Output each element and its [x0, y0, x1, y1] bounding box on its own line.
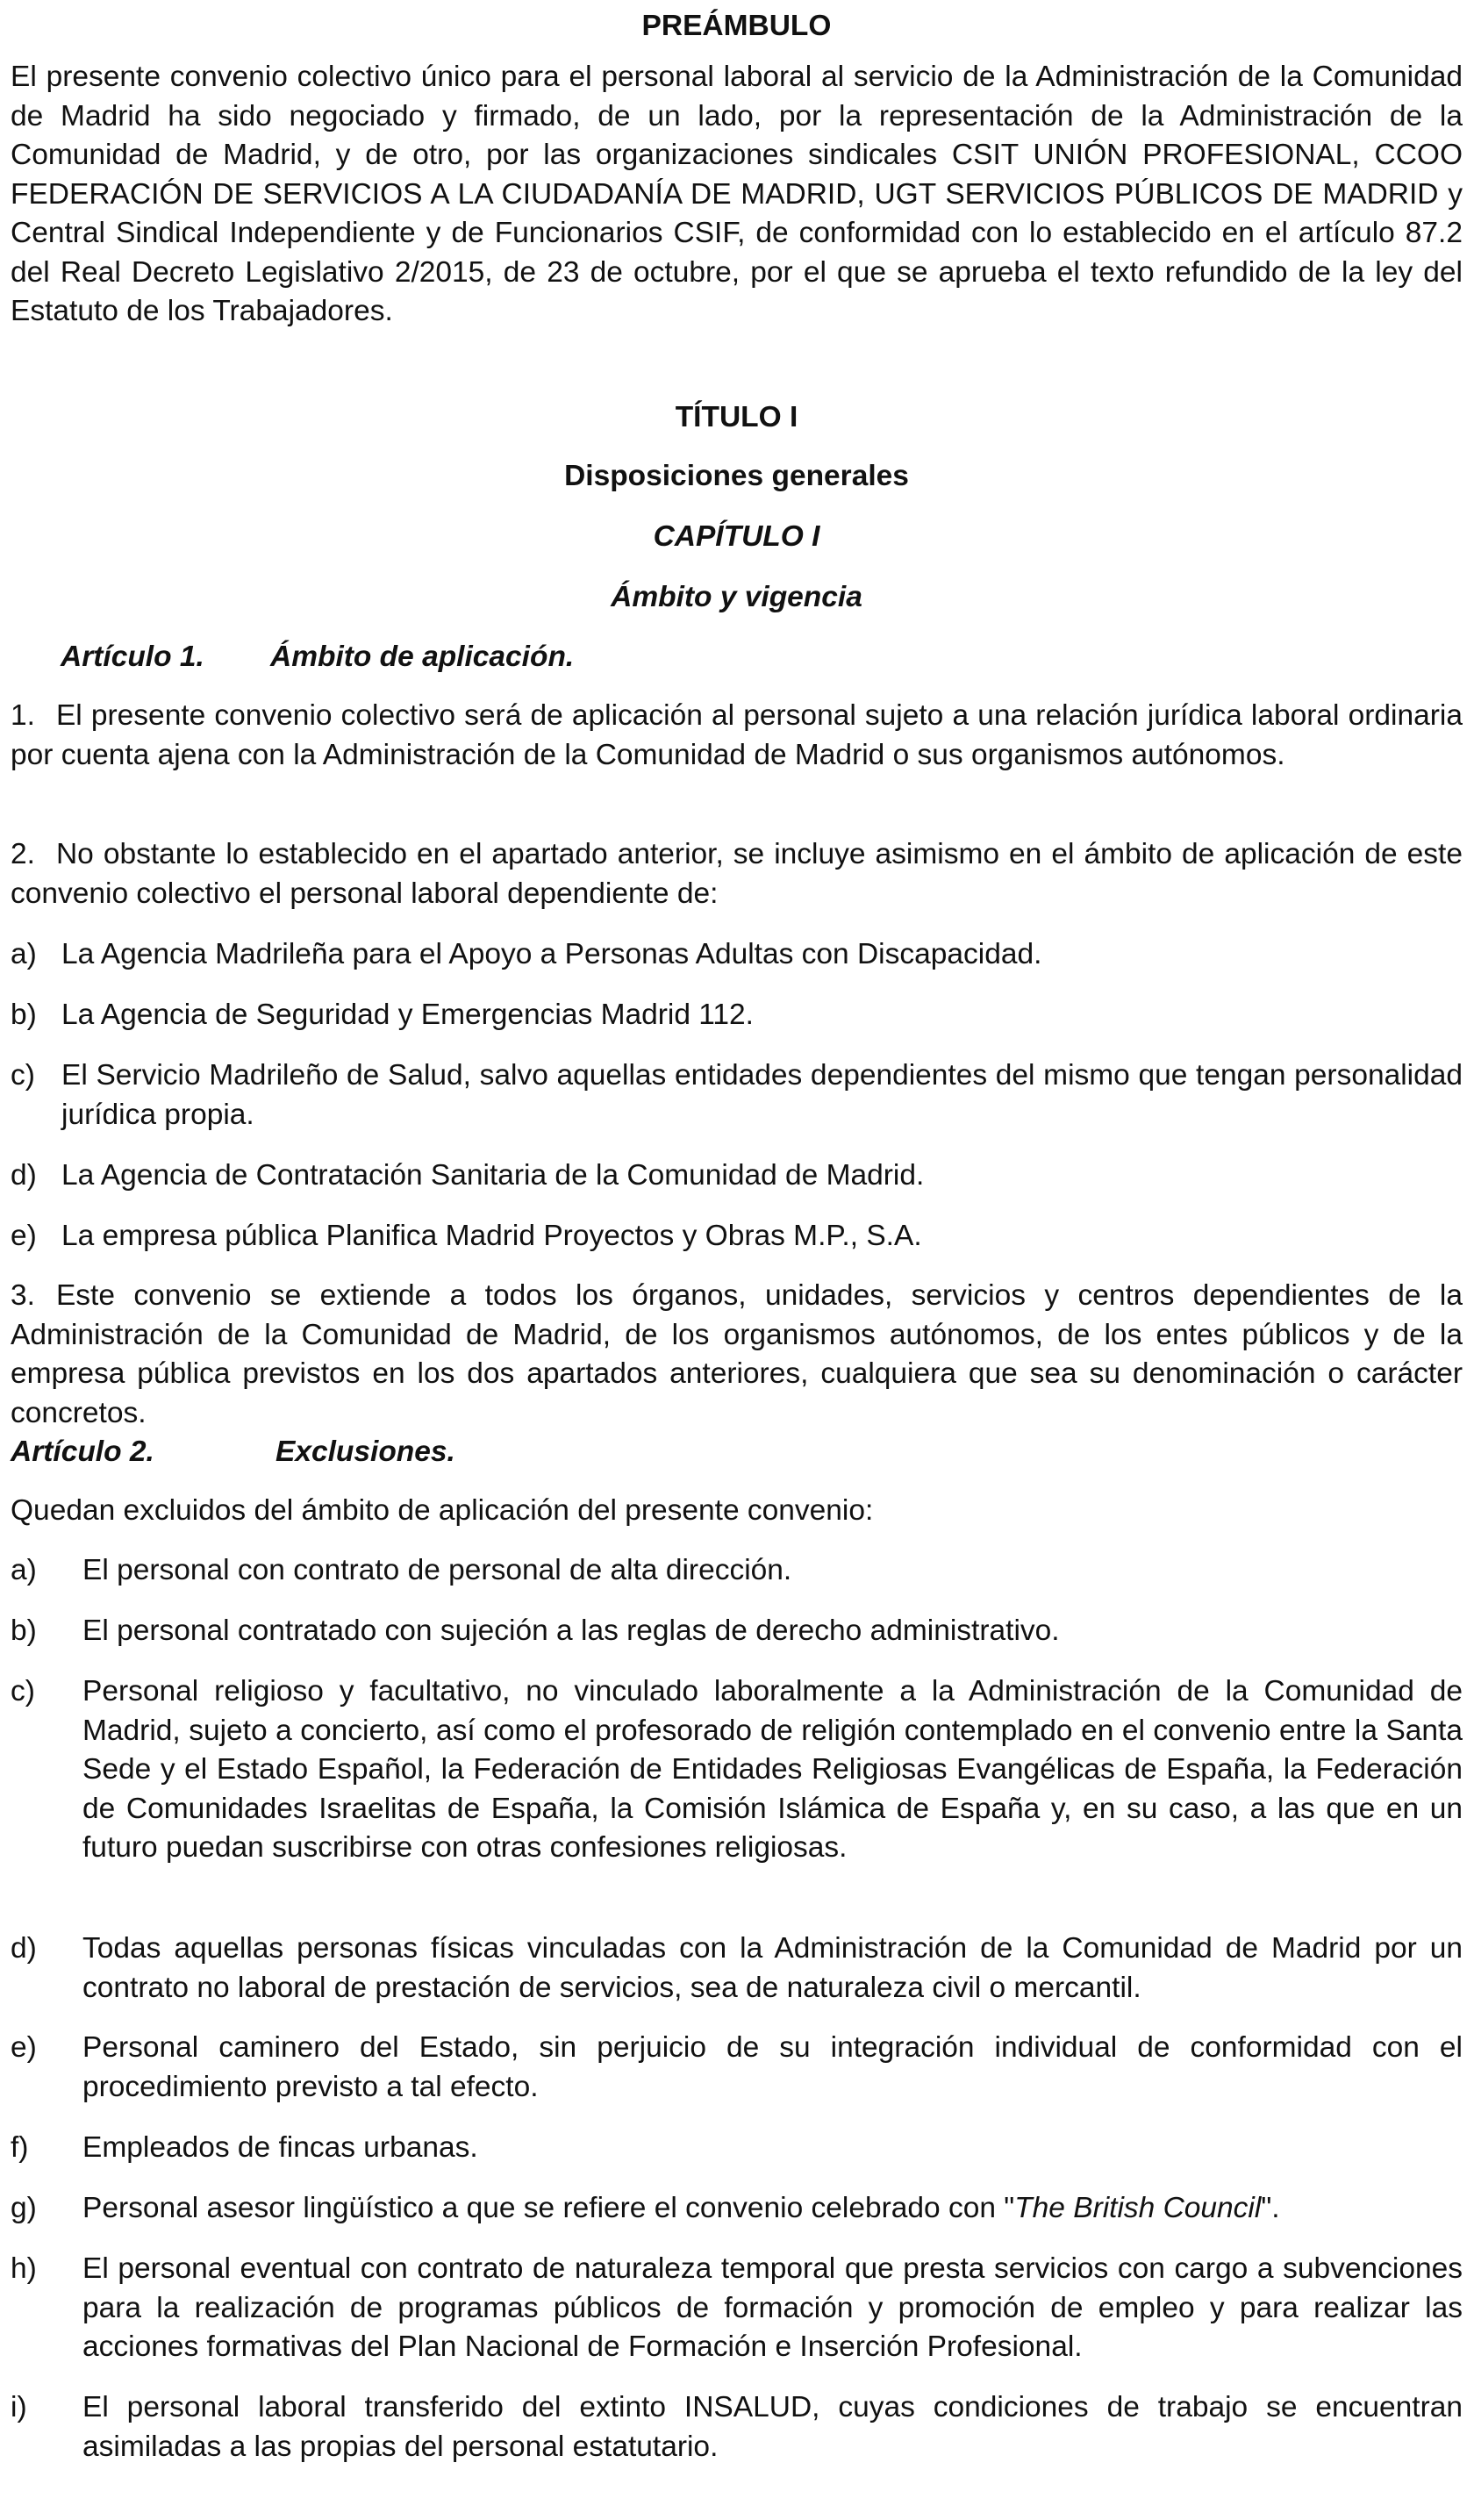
- list-item-text: El personal eventual con contrato de naturaleza temporal que presta servicios con cargo a subvenciones para la realización de programas públicos de formación y promoción de empleo y para realizar las acciones formativas del Plan Nacional de Formación e Inserción Profesional.: [82, 2252, 1463, 2363]
- list-item-label: c): [11, 1059, 35, 1092]
- list-item-text: El Servicio Madrileño de Salud, salvo aquellas entidades dependientes del mismo que tengan personalidad jurídica propia.: [61, 1059, 1463, 1131]
- list-item-text: Empleados de fincas urbanas.: [82, 2131, 478, 2164]
- british-council-name: The British Council: [1014, 2192, 1262, 2224]
- paragraph-number: 2.: [11, 838, 35, 870]
- list-item-label: e): [11, 2031, 37, 2064]
- list-item-text: El personal contratado con sujeción a las reglas de derecho administrativo.: [82, 1614, 1060, 1647]
- list-item-text-after: ".: [1261, 2192, 1280, 2224]
- list-item-label: a): [11, 1554, 37, 1586]
- list-item-text: La Agencia de Contratación Sanitaria de la Comunidad de Madrid.: [61, 1159, 925, 1192]
- list-item-text: Personal caminero del Estado, sin perjuicio de su integración individual de conformidad con el procedimiento previsto a tal efecto.: [82, 2031, 1463, 2103]
- paragraph-text: Este convenio se extiende a todos los órganos, unidades, servicios y centros dependientes de la Administración de la Comunidad de Madrid, de los organismos autónomos, de los entes públicos y de la empresa pública previstos en los dos apartados anteriores, cualquiera que sea su denominación o carácter concretos.: [11, 1279, 1463, 1429]
- preambulo-heading: PREÁMBULO: [641, 10, 832, 42]
- articulo-2-number: Artículo 2.: [11, 1435, 154, 1468]
- titulo-heading: TÍTULO I: [675, 401, 798, 433]
- list-item-label: g): [11, 2192, 37, 2224]
- list-item-text: La Agencia Madrileña para el Apoyo a Personas Adultas con Discapacidad.: [61, 938, 1042, 970]
- list-item-text: Personal religioso y facultativo, no vinculado laboralmente a la Administración de la Comunidad de Madrid, sujeto a concierto, así como el profesorado de religión contemplado en el convenio entre la Santa Sede y el Estado Español, la Federación de Entidades Religiosas Evangélicas de España, la Federación de Comunidades Israelitas de España, la Comisión Islámica de España y, en su caso, a las que en un futuro puedan suscribirse con otras confesiones religiosas.: [82, 1675, 1463, 1864]
- list-item-text-before: Personal asesor lingüístico a que se refiere el convenio celebrado con ": [82, 2192, 1015, 2224]
- articulo-1-paragraph: [11, 835, 1463, 913]
- list-item-label: d): [11, 1932, 37, 1965]
- list-item-text: El personal laboral transferido del extinto INSALUD, cuyas condiciones de trabajo se encuentran asimiladas a las propias del personal estatutario.: [82, 2391, 1463, 2463]
- paragraph-number: 1.: [11, 699, 35, 732]
- paragraph-number: 3.: [11, 1279, 35, 1312]
- articulo-1-paragraph: [11, 697, 1463, 775]
- preambulo-text: El presente convenio colectivo único para el personal laboral al servicio de la Administración de la Comunidad de Madrid ha sido negociado y firmado, de un lado, por la representación de la Administración de la Comunidad de Madrid, y de otro, por las organizaciones sindicales CSIT UNIÓN PROFESIONAL, CCOO FEDERACIÓN DE SERVICIOS A LA CIUDADANÍA DE MADRID, UGT SERVICIOS PÚBLICOS DE MADRID y Central Sindical Independiente y de Funcionarios CSIF, de conformidad con lo establecido en el artículo 87.2 del Real Decreto Legislativo 2/2015, de 23 de octubre, por el que se aprueba el texto refundido de la ley del Estatuto de los Trabajadores.: [11, 61, 1463, 327]
- list-item-text: La Agencia de Seguridad y Emergencias Madrid 112.: [61, 999, 754, 1031]
- list-item-label: a): [11, 938, 37, 970]
- paragraph-text: El presente convenio colectivo será de aplicación al personal sujeto a una relación jurídica laboral ordinaria por cuenta ajena con la Administración de la Comunidad de Madrid o sus organismos autónomos.: [11, 699, 1463, 771]
- paragraph-text: No obstante lo establecido en el apartado anterior, se incluye asimismo en el ámbito de aplicación de este convenio colectivo el personal laboral dependiente de:: [11, 838, 1463, 910]
- articulo-2-intro: Quedan excluidos del ámbito de aplicación del presente convenio:: [11, 1494, 874, 1527]
- articulo-1-number: Artículo 1.: [61, 641, 204, 673]
- list-item-label: b): [11, 999, 37, 1031]
- list-item-label: c): [11, 1675, 35, 1707]
- capitulo-heading: CAPÍTULO I: [653, 520, 820, 553]
- list-item-text: Todas aquellas personas físicas vinculadas con la Administración de la Comunidad de Madrid por un contrato no laboral de prestación de servicios, sea de naturaleza civil o mercantil.: [82, 1932, 1463, 2004]
- list-item-label: d): [11, 1159, 37, 1192]
- list-item-text: El personal con contrato de personal de alta dirección.: [82, 1554, 792, 1586]
- list-item-label: h): [11, 2252, 37, 2285]
- list-item-label: i): [11, 2391, 27, 2423]
- articulo-1-paragraph: [11, 1277, 1463, 1433]
- list-item-label: e): [11, 1220, 37, 1252]
- articulo-2-title: Exclusiones.: [275, 1435, 455, 1468]
- list-item-text: La empresa pública Planifica Madrid Proyectos y Obras M.P., S.A.: [61, 1220, 922, 1252]
- list-item-text: [82, 2189, 1463, 2229]
- list-item-label: f): [11, 2131, 29, 2164]
- list-item-label: b): [11, 1614, 37, 1647]
- capitulo-subheading: Ámbito y vigencia: [611, 581, 862, 613]
- articulo-1-title: Ámbito de aplicación.: [270, 641, 575, 673]
- titulo-subheading: Disposiciones generales: [564, 460, 909, 492]
